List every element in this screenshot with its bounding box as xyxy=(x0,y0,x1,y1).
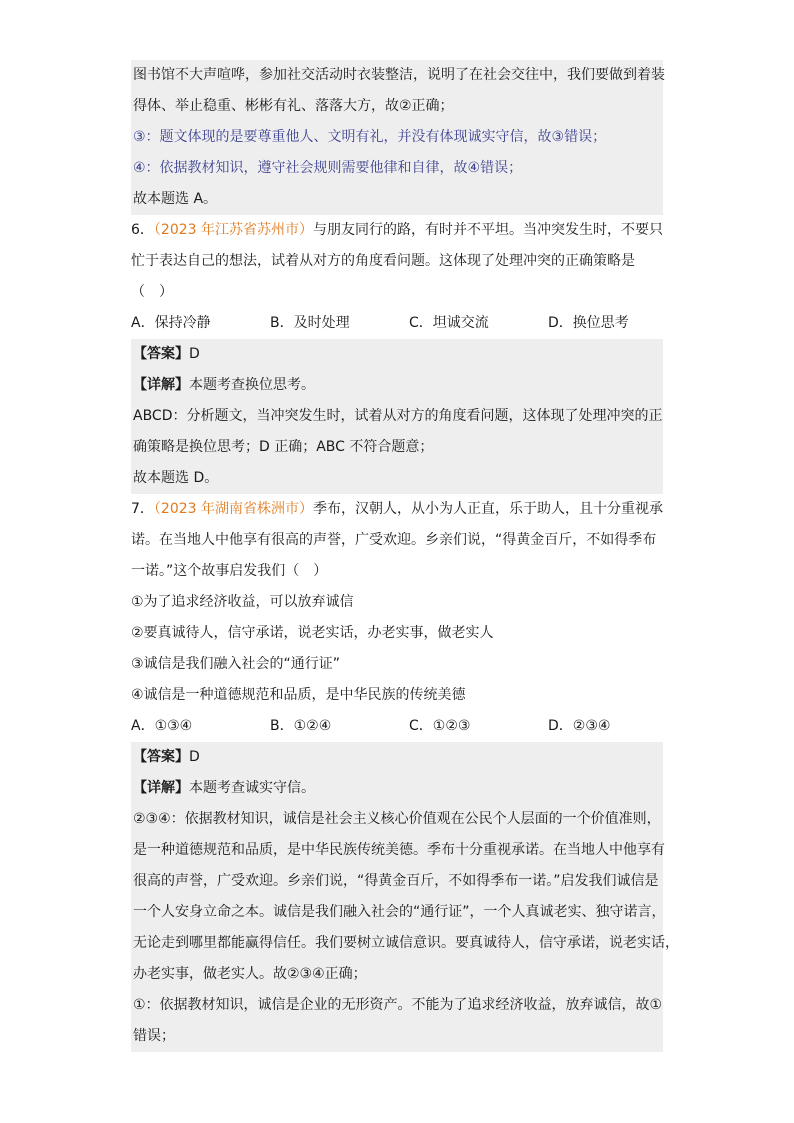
question-number: 7． xyxy=(131,501,154,517)
answer-value: D xyxy=(189,749,200,765)
question-source: （2023 年江苏省苏州市） xyxy=(153,222,314,238)
detail-text: 本题考查诚实守信。 xyxy=(189,780,315,796)
question-6-options xyxy=(131,308,663,339)
conclusion-line: 故本题选 D。 xyxy=(131,463,663,494)
question-number: 6． xyxy=(131,222,154,238)
analysis-line: 办老实事，做老实人。故②③④正确； xyxy=(131,959,663,990)
analysis-line: 一个人安身立命之本。诚信是我们融入社会的“通行证”，一个人真诚老实、独守诺言， xyxy=(131,897,663,928)
intro-line: ④：依据教材知识，遵守社会规则需要他律和自律，故④错误； xyxy=(131,153,663,184)
option-d: D．②③④ xyxy=(548,718,611,734)
detail-row xyxy=(131,370,663,401)
option-c: C．坦诚交流 xyxy=(409,315,489,331)
answer-value: D xyxy=(189,346,200,362)
statement-item: ②要真诚待人，信守承诺，说老实话，办老实事，做老实人 xyxy=(131,625,494,641)
statement-item: ④诚信是一种道德规范和品质，是中华民族的传统美德 xyxy=(131,687,466,703)
analysis-line: ②③④：依据教材知识，诚信是社会主义核心价值观在公民个人层面的一个价值准则， xyxy=(131,804,663,835)
statement-item: ③诚信是我们融入社会的“通行证” xyxy=(131,656,341,672)
answer-label: 【答案】 xyxy=(133,749,189,765)
answer-paren: （ ） xyxy=(131,284,173,300)
option-b: B．及时处理 xyxy=(270,315,350,331)
detail-text: 本题考查换位思考。 xyxy=(189,377,315,393)
analysis-line: ABCD：分析题文，当冲突发生时，试着从对方的角度看问题，这体现了处理冲突的正 xyxy=(131,401,663,432)
intro-line: 图书馆不大声喧哗，参加社交活动时衣装整洁，说明了在社会交往中，我们要做到着装 xyxy=(131,60,663,91)
intro-line: ③：题文体现的是要尊重他人、文明有礼，并没有体现诚实守信，故③错误； xyxy=(131,122,663,153)
option-b: B．①②④ xyxy=(270,718,332,734)
option-a: A．保持冷静 xyxy=(131,315,211,331)
question-7-stem xyxy=(131,494,663,525)
detail-label: 【详解】 xyxy=(133,780,189,796)
document-page xyxy=(131,60,679,1052)
question-text: 一诺。”这个故事启发我们（ ） xyxy=(131,563,328,579)
intro-line: 得体、举止稳重、彬彬有礼、落落大方，故②正确； xyxy=(131,91,663,122)
detail-row xyxy=(131,773,663,804)
option-c: C．①②③ xyxy=(409,718,471,734)
analysis-line: 是一种道德规范和品质，是中华民族传统美德。季布十分重视承诺。在当地人中他享有 xyxy=(131,835,663,866)
question-text: 季布，汉朝人，从小为人正直，乐于助人，且十分重视承 xyxy=(313,501,664,517)
option-a: A．①③④ xyxy=(131,718,193,734)
intro-conclusion: 故本题选 A。 xyxy=(131,184,663,215)
question-text: 与朋友同行的路，有时并不平坦。当冲突发生时，不要只 xyxy=(313,222,664,238)
analysis-line: 无论走到哪里都能赢得信任。我们要树立诚信意识。要真诚待人，信守承诺，说老实话， xyxy=(131,928,663,959)
answer-label: 【答案】 xyxy=(133,346,189,362)
analysis-line: 很高的声誉，广受欢迎。乡亲们说，“得黄金百斤，不如得季布一诺。”启发我们诚信是 xyxy=(131,866,663,897)
answer-row xyxy=(131,339,663,370)
question-text: 诺。在当地人中他享有很高的声誉，广受欢迎。乡亲们说，“得黄金百斤，不如得季布 xyxy=(131,532,657,548)
answer-row xyxy=(131,742,663,773)
detail-label: 【详解】 xyxy=(133,377,189,393)
analysis-line: 错误； xyxy=(131,1021,663,1052)
question-text: 忙于表达自己的想法，试着从对方的角度看问题。这体现了处理冲突的正确策略是 xyxy=(131,253,635,269)
question-source: （2023 年湖南省株洲市） xyxy=(153,501,314,517)
statement-item: ①为了追求经济收益，可以放弃诚信 xyxy=(131,594,354,610)
question-6-stem xyxy=(131,215,663,246)
option-d: D．换位思考 xyxy=(548,315,629,331)
analysis-line: ①：依据教材知识，诚信是企业的无形资产。不能为了追求经济收益，放弃诚信，故① xyxy=(131,990,663,1021)
analysis-line: 确策略是换位思考；D 正确；ABC 不符合题意； xyxy=(131,432,663,463)
question-7-options xyxy=(131,711,663,742)
